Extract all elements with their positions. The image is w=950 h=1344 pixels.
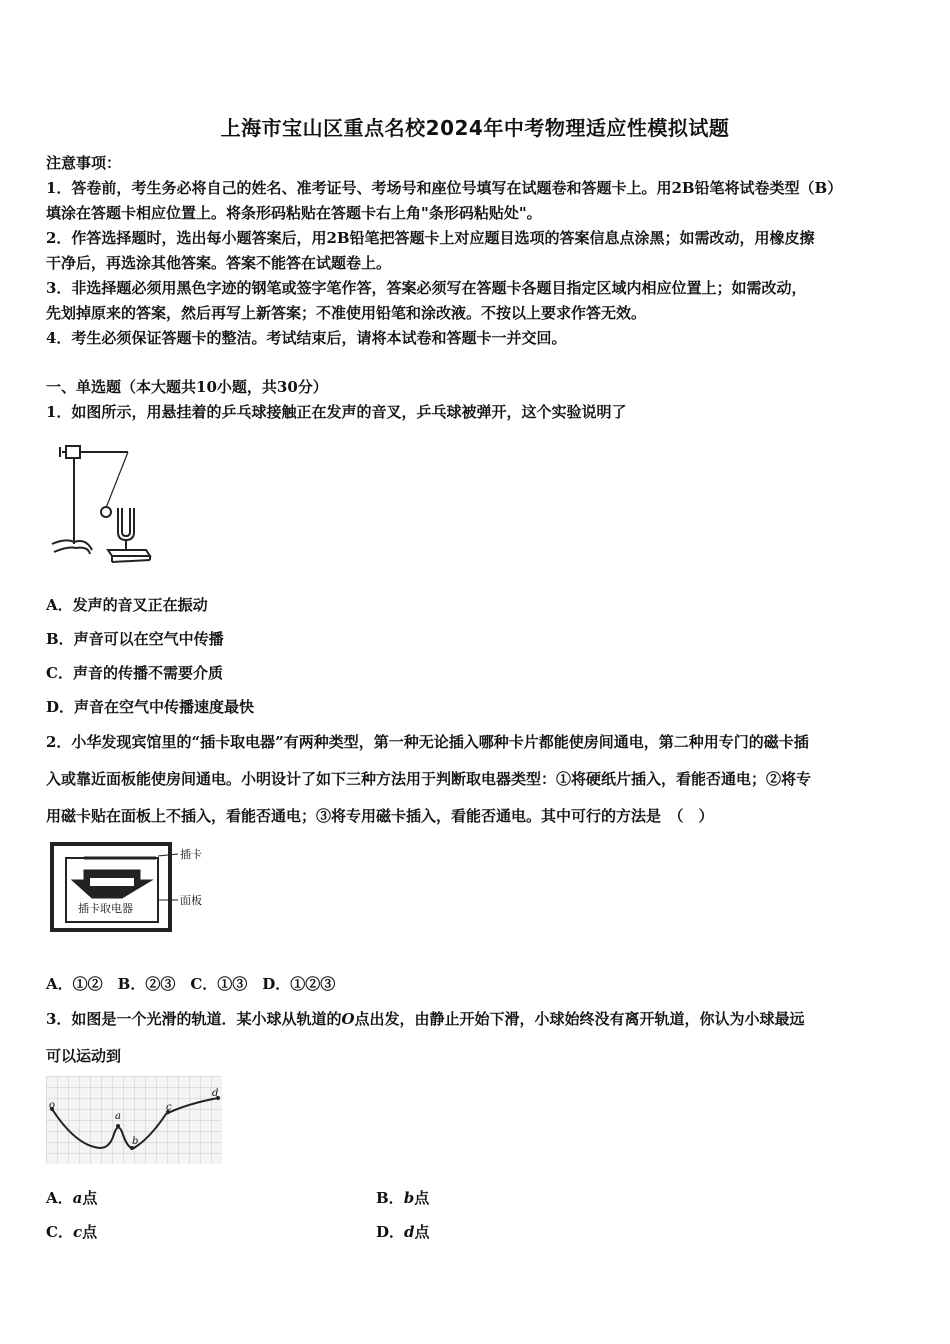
track-point-label: o	[49, 1100, 56, 1111]
q1-option-d: D．声音在空气中传播速度最快	[46, 698, 255, 716]
q1-option-b: B．声音可以在空气中传播	[46, 630, 224, 648]
notice-line: 3．非选择题必须用黑色字迹的钢笔或签字笔作答，答案必须写在答题卡各题目指定区域内相应位置上；如需改动，	[46, 279, 807, 297]
track-point-label: d	[212, 1088, 219, 1099]
notice-line: 填涂在答题卡相应位置上。将条形码粘贴在答题卡右上角"条形码粘贴处"。	[46, 204, 542, 222]
q3-option-d: D．d点	[376, 1223, 430, 1241]
q3-stem-part: 3．如图是一个光滑的轨道．某小球从轨道的	[46, 1010, 342, 1028]
notice-line: 先划掉原来的答案，然后再写上新答案；不准使用铅笔和涂改液。不按以上要求作答无效。	[46, 304, 647, 322]
q3-point-o: O	[341, 1010, 355, 1028]
track-point-label: b	[132, 1136, 139, 1147]
q3-stem-part: 点出发，由静止开始下滑，小球始终没有离开轨道，你认为小球最远	[354, 1010, 805, 1028]
q3-option-b: B．b点	[376, 1189, 430, 1207]
question-3-stem	[46, 1008, 908, 1029]
track-figure	[46, 1076, 222, 1164]
question-2-stem: 2．小华发现宾馆里的“插卡取电器”有两种类型，第一种无论插入哪种卡片都能使房间通电，第二种用专门的磁卡插	[46, 733, 809, 751]
notice-line: 4．考生必须保证答题卡的整洁。考试结束后，请将本试卷和答题卡一并交回。	[46, 329, 567, 347]
q3-option-a: A．a点	[46, 1189, 98, 1207]
track-point-label: a	[115, 1111, 121, 1122]
panel-label: 面板	[180, 894, 202, 907]
question-2-stem: 用磁卡贴在面板上不插入，看能否通电；③将专用磁卡插入，看能否通电。其中可行的方法是 （ ）	[46, 807, 714, 825]
card-label: 插卡	[180, 848, 202, 861]
page-title: 上海市宝山区重点名校2024年中考物理适应性模拟试题	[220, 116, 730, 140]
question-1-stem: 1．如图所示，用悬挂着的乒乓球接触正在发声的音叉，乒乓球被弹开，这个实验说明了	[46, 403, 627, 421]
device-label: 插卡取电器	[78, 902, 133, 915]
q1-option-a: A．发声的音叉正在振动	[46, 596, 208, 614]
question-3-stem: 可以运动到	[46, 1047, 122, 1065]
section-heading: 一、单选题（本大题共10小题，共30分）	[46, 378, 328, 396]
track-point-label: c	[166, 1102, 172, 1113]
notice-line: 干净后，再选涂其他答案。答案不能答在试题卷上。	[46, 254, 392, 272]
q2-options: A．①② B．②③ C．①③ D．①②③	[46, 975, 336, 993]
notice-heading: 注意事项：	[46, 154, 122, 172]
tuning-fork-figure	[46, 432, 156, 564]
notice-line: 2．作答选择题时，选出每小题答案后，用2B铅笔把答题卡上对应题目选项的答案信息点涂黑；如需改动，用橡皮擦	[46, 229, 815, 247]
card-switch-figure	[50, 840, 220, 932]
q1-option-c: C．声音的传播不需要介质	[46, 664, 223, 682]
q3-option-c: C．c点	[46, 1223, 98, 1241]
notice-line: 1．答卷前，考生务必将自己的姓名、准考证号、考场号和座位号填写在试题卷和答题卡上。用2B铅笔将试卷类型（B）	[46, 179, 843, 197]
question-2-stem: 入或靠近面板能使房间通电。小明设计了如下三种方法用于判断取电器类型：①将硬纸片插入，看能否通电；②将专	[46, 770, 812, 788]
